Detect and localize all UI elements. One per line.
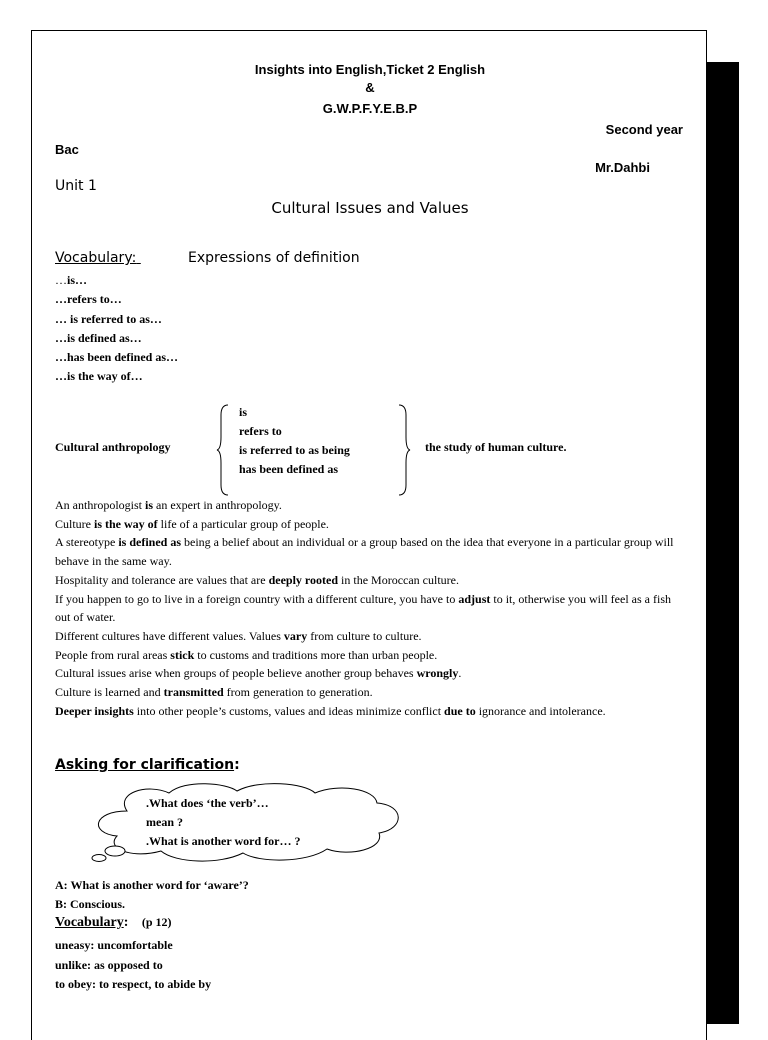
dialogue-line-a: A: What is another word for ‘aware’?	[55, 878, 249, 892]
sentence-text: life of a particular group of people.	[157, 516, 329, 531]
example-sentence	[55, 496, 685, 515]
key-term: Deeper insights	[55, 703, 134, 718]
sentence-text: to customs and traditions more than urban people.	[194, 647, 438, 662]
example-sentence	[55, 515, 685, 534]
key-term: is	[145, 498, 154, 512]
sentence-text: Culture	[55, 516, 94, 531]
sentence-text: If you happen to go to live in a foreign country with a different culture, you have to	[55, 591, 459, 606]
bac-label: Bac	[55, 142, 79, 157]
unit-title: Cultural Issues and Values	[271, 199, 469, 217]
document-subtitle: G.W.P.F.Y.E.B.P	[322, 101, 418, 116]
definition-verbs	[239, 403, 350, 479]
vocabulary-p12-heading-text: Vocabulary	[55, 915, 124, 930]
document-title: Insights into English,Ticket 2 English	[254, 62, 486, 77]
definition-verb: refers to	[239, 424, 282, 438]
sentence-text: Different cultures have different values. Values	[55, 628, 284, 643]
definition-verb: is referred to as being	[239, 443, 350, 457]
title-ampersand: &	[365, 80, 375, 95]
key-term: adjust	[458, 591, 491, 606]
clarification-heading-text: Asking for clarification	[55, 757, 235, 773]
example-sentence	[55, 571, 685, 590]
key-term: stick	[170, 647, 195, 662]
cloud-text	[146, 794, 300, 851]
example-sentence	[55, 533, 685, 570]
sentence-text: being a belief about an individual or a group based on the idea that everyone in a particular group will behave in the same way.	[55, 535, 674, 569]
cloud-line: mean ?	[146, 815, 183, 829]
expressions-list	[55, 271, 178, 387]
sentence-text: into other people’s customs, values and ideas minimize conflict	[133, 703, 445, 718]
sentence-text: Culture is learned and	[55, 685, 164, 700]
definition-verb: has been defined as	[239, 462, 339, 476]
example-sentence	[55, 664, 685, 683]
right-brace	[397, 403, 411, 497]
sentence-text: A stereotype	[55, 535, 119, 550]
year-label: Second year	[605, 122, 683, 137]
vocabulary-p12-heading: Vocabulary: (p 12)	[55, 915, 172, 930]
vocabulary-p12-list	[55, 936, 211, 995]
key-term: wrongly	[416, 666, 459, 681]
vocab-item: to obey: to respect, to abide by	[55, 977, 212, 991]
page-shadow	[707, 62, 739, 1024]
sentence-text: to it, otherwise you will feel as a fish out of water.	[55, 591, 671, 625]
sentence-text: from culture to culture.	[307, 628, 422, 643]
sentence-text: ignorance and intolerance.	[475, 703, 606, 718]
expression-item: …is the way of…	[55, 369, 143, 384]
definition-object: the study of human culture.	[425, 440, 567, 454]
dialogue-line-b: B: Conscious.	[55, 897, 126, 911]
sentence-text: Cultural issues arise when groups of people believe another group behaves	[55, 666, 417, 681]
key-term: is the way of	[94, 516, 158, 531]
definition-expressions-heading: Expressions of definition	[188, 250, 360, 266]
vocabulary-heading-text: Vocabulary:	[55, 250, 137, 266]
sentence-text: an expert in anthropology.	[153, 498, 282, 512]
clarification-heading: Asking for clarification:	[55, 757, 240, 773]
vocabulary-heading	[55, 250, 141, 266]
example-sentence	[55, 590, 685, 627]
definition-subject: Cultural anthropology	[55, 440, 171, 454]
definition-verb: is	[239, 405, 248, 419]
expression-item: …refers to…	[55, 292, 122, 307]
sentence-text: Hospitality and tolerance are values that are	[55, 572, 269, 587]
example-sentence	[55, 646, 685, 665]
key-term: vary	[283, 628, 308, 643]
left-brace	[216, 403, 230, 497]
example-sentence	[55, 627, 685, 646]
key-term: transmitted	[163, 685, 224, 700]
vocab-item: uneasy: uncomfortable	[55, 938, 173, 952]
document-page	[31, 30, 707, 1040]
cloud-line: .What is another word for… ?	[146, 834, 301, 848]
example-sentence	[55, 702, 685, 721]
example-sentence	[55, 683, 685, 702]
expression-item: …is…	[55, 273, 88, 287]
sentence-text: .	[458, 666, 462, 681]
key-term: is defined as	[118, 535, 182, 550]
expression-item: … is referred to as…	[55, 311, 162, 326]
sentence-text: in the Moroccan culture.	[338, 572, 459, 587]
key-term: deeply rooted	[268, 572, 339, 587]
unit-label: Unit 1	[55, 178, 97, 194]
page-reference: (p 12)	[141, 915, 172, 929]
vocab-item: unlike: as opposed to	[55, 957, 163, 972]
key-term: due to	[444, 703, 476, 718]
expression-item: …has been defined as…	[55, 350, 179, 365]
sentence-text: An anthropologist	[55, 498, 145, 512]
expression-item: …is defined as…	[55, 330, 142, 345]
example-sentences	[55, 496, 685, 720]
sentence-text: People from rural areas	[55, 647, 171, 662]
cloud-line: .What does ‘the verb’…	[146, 796, 269, 810]
sentence-text: from generation to generation.	[223, 685, 373, 700]
teacher-name: Mr.Dahbi	[595, 160, 650, 175]
